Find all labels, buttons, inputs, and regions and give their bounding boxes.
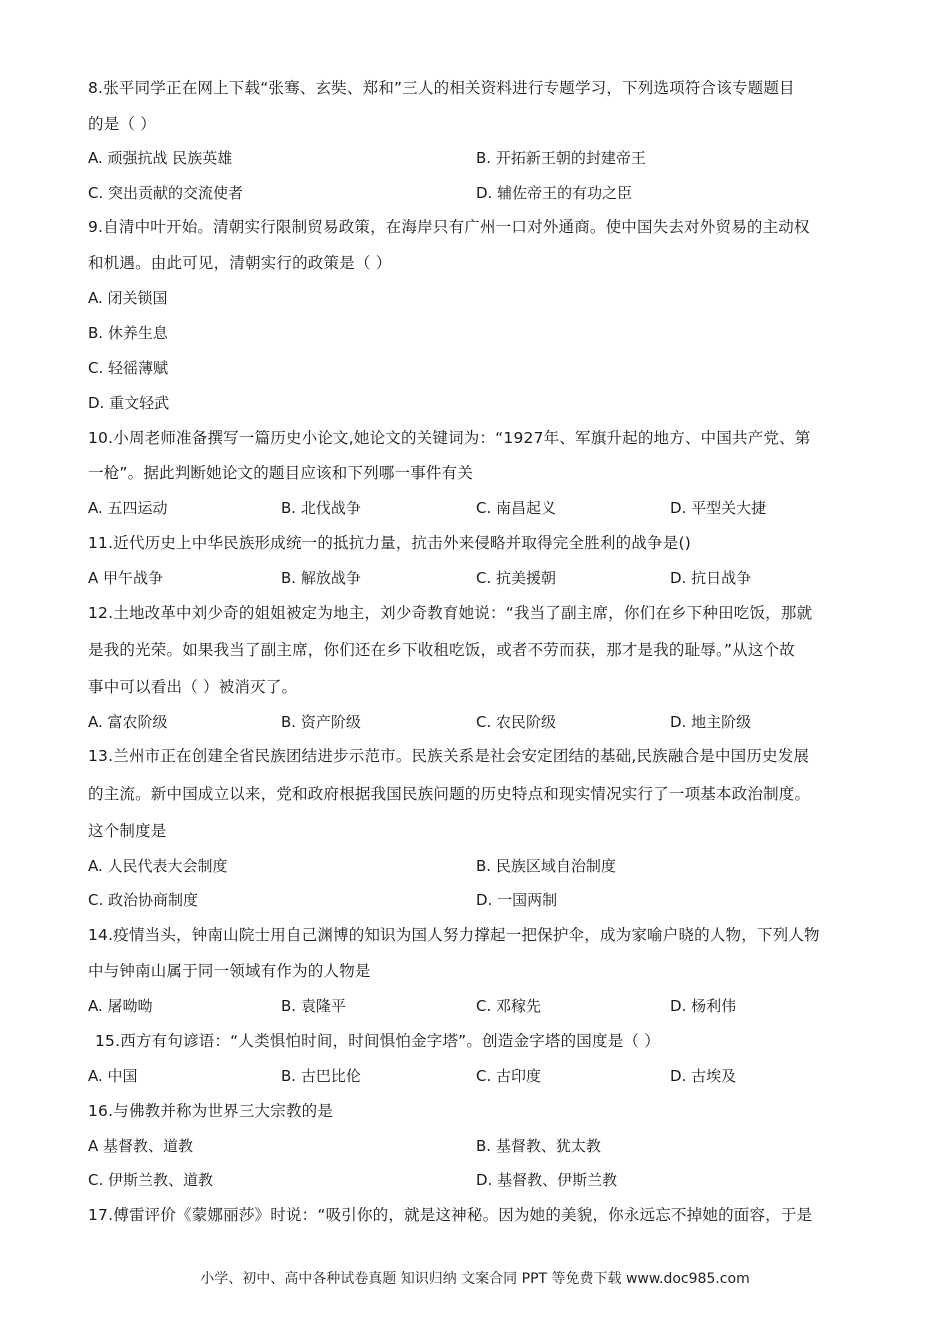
question-12-option-d: D. 地主阶级 bbox=[670, 713, 752, 731]
question-14-option-a: A. 屠呦呦 bbox=[88, 997, 153, 1015]
question-15-line-1: 15.西方有句谚语：“人类惧怕时间，时间惧怕金字塔”。创造金字塔的国度是（ ） bbox=[95, 1032, 660, 1050]
question-13-line-3: 这个制度是 bbox=[88, 822, 167, 840]
question-14-option-c: C. 邓稼先 bbox=[476, 997, 542, 1015]
question-12-option-a: A. 富农阶级 bbox=[88, 713, 168, 731]
question-14-line-2: 中与钟南山属于同一领域有作为的人物是 bbox=[88, 962, 371, 980]
question-13-line-1: 13.兰州市正在创建全省民族团结进步示范市。民族关系是社会安定团结的基础,民族融合是中国历史发展 bbox=[88, 747, 810, 765]
question-9-line-1: 9.自清中叶开始。清朝实行限制贸易政策，在海岸只有广州一口对外通商。使中国失去对外贸易的主动权 bbox=[88, 218, 810, 236]
question-9-option-c: C. 轻徭薄赋 bbox=[88, 359, 169, 377]
question-10-option-c: C. 南昌起义 bbox=[476, 499, 557, 517]
question-8-line-1: 8.张平同学正在网上下载“张骞、玄奘、郑和”三人的相关资料进行专题学习，下列选项符合该专题题目 bbox=[88, 79, 795, 97]
question-10-option-b: B. 北伐战争 bbox=[281, 499, 361, 517]
question-16-option-c: C. 伊斯兰教、道教 bbox=[88, 1171, 214, 1189]
question-11-option-d: D. 抗日战争 bbox=[670, 569, 752, 587]
question-16-option-a: A 基督教、道教 bbox=[88, 1137, 194, 1155]
question-15-option-b: B. 古巴比伦 bbox=[281, 1067, 361, 1085]
question-13-option-c: C. 政治协商制度 bbox=[88, 891, 199, 909]
question-17-line-1: 17.傅雷评价《蒙娜丽莎》时说：“吸引你的，就是这神秘。因为她的美貌，你永远忘不掉她的面容，于是 bbox=[88, 1206, 813, 1224]
question-16-line-1: 16.与佛教并称为世界三大宗教的是 bbox=[88, 1102, 334, 1120]
question-12-option-b: B. 资产阶级 bbox=[281, 713, 361, 731]
question-10-line-2: 一枪”。据此判断她论文的题目应该和下列哪一事件有关 bbox=[88, 464, 474, 482]
question-13-option-a: A. 人民代表大会制度 bbox=[88, 857, 228, 875]
question-11-option-b: B. 解放战争 bbox=[281, 569, 361, 587]
question-9-option-b: B. 休养生息 bbox=[88, 324, 168, 342]
question-12-line-2: 是我的光荣。如果我当了副主席，你们还在乡下收租吃饭，或者不劳而获，那才是我的耻辱。”从这个故 bbox=[88, 641, 795, 659]
question-10-option-a: A. 五四运动 bbox=[88, 499, 168, 517]
question-13-option-d: D. 一国两制 bbox=[476, 891, 558, 909]
question-12-line-3: 事中可以看出（ ）被消灭了。 bbox=[88, 678, 298, 696]
question-8-line-2: 的是（ ） bbox=[88, 115, 156, 133]
question-10-option-d: D. 平型关大捷 bbox=[670, 499, 767, 517]
question-12-option-c: C. 农民阶级 bbox=[476, 713, 557, 731]
question-8-option-b: B. 开拓新王朝的封建帝王 bbox=[476, 149, 646, 167]
question-11-line-1: 11.近代历史上中华民族形成统一的抵抗力量，抗击外来侵略并取得完全胜利的战争是() bbox=[88, 534, 691, 552]
question-11-option-a: A 甲午战争 bbox=[88, 569, 164, 587]
question-13-line-2: 的主流。新中国成立以来，党和政府根据我国民族问题的历史特点和现实情况实行了一项基本政治制度。 bbox=[88, 785, 811, 803]
question-9-line-2: 和机遇。由此可见，清朝实行的政策是（ ） bbox=[88, 254, 392, 272]
question-16-option-d: D. 基督教、伊斯兰教 bbox=[476, 1171, 618, 1189]
question-14-option-d: D. 杨利伟 bbox=[670, 997, 737, 1015]
question-14-line-1: 14.疫情当头，钟南山院士用自己渊博的知识为国人努力撑起一把保护伞，成为家喻户晓的人物，下列人物 bbox=[88, 926, 820, 944]
question-8-option-a: A. 顽强抗战 民族英雄 bbox=[88, 149, 233, 167]
question-13-option-b: B. 民族区域自治制度 bbox=[476, 857, 616, 875]
page-footer: 小学、初中、高中各种试卷真题 知识归纳 文案合同 PPT 等免费下载 www.doc985.com bbox=[200, 1271, 750, 1287]
question-14-option-b: B. 袁隆平 bbox=[281, 997, 346, 1015]
question-11-option-c: C. 抗美援朝 bbox=[476, 569, 557, 587]
question-9-option-a: A. 闭关锁国 bbox=[88, 289, 168, 307]
question-15-option-c: C. 古印度 bbox=[476, 1067, 542, 1085]
question-9-option-d: D. 重文轻武 bbox=[88, 394, 170, 412]
question-16-option-b: B. 基督教、犹太教 bbox=[476, 1137, 601, 1155]
question-15-option-a: A. 中国 bbox=[88, 1067, 138, 1085]
question-12-line-1: 12.土地改革中刘少奇的姐姐被定为地主，刘少奇教育她说：“我当了副主席，你们在乡下种田吃饭，那就 bbox=[88, 604, 813, 622]
question-15-option-d: D. 古埃及 bbox=[670, 1067, 737, 1085]
question-8-option-d: D. 辅佐帝王的有功之臣 bbox=[476, 184, 633, 202]
question-8-option-c: C. 突出贡献的交流使者 bbox=[88, 184, 244, 202]
question-10-line-1: 10.小周老师准备撰写一篇历史小论文,她论文的关键词为：“1927年、军旗升起的地方、中国共产党、第 bbox=[88, 429, 811, 447]
